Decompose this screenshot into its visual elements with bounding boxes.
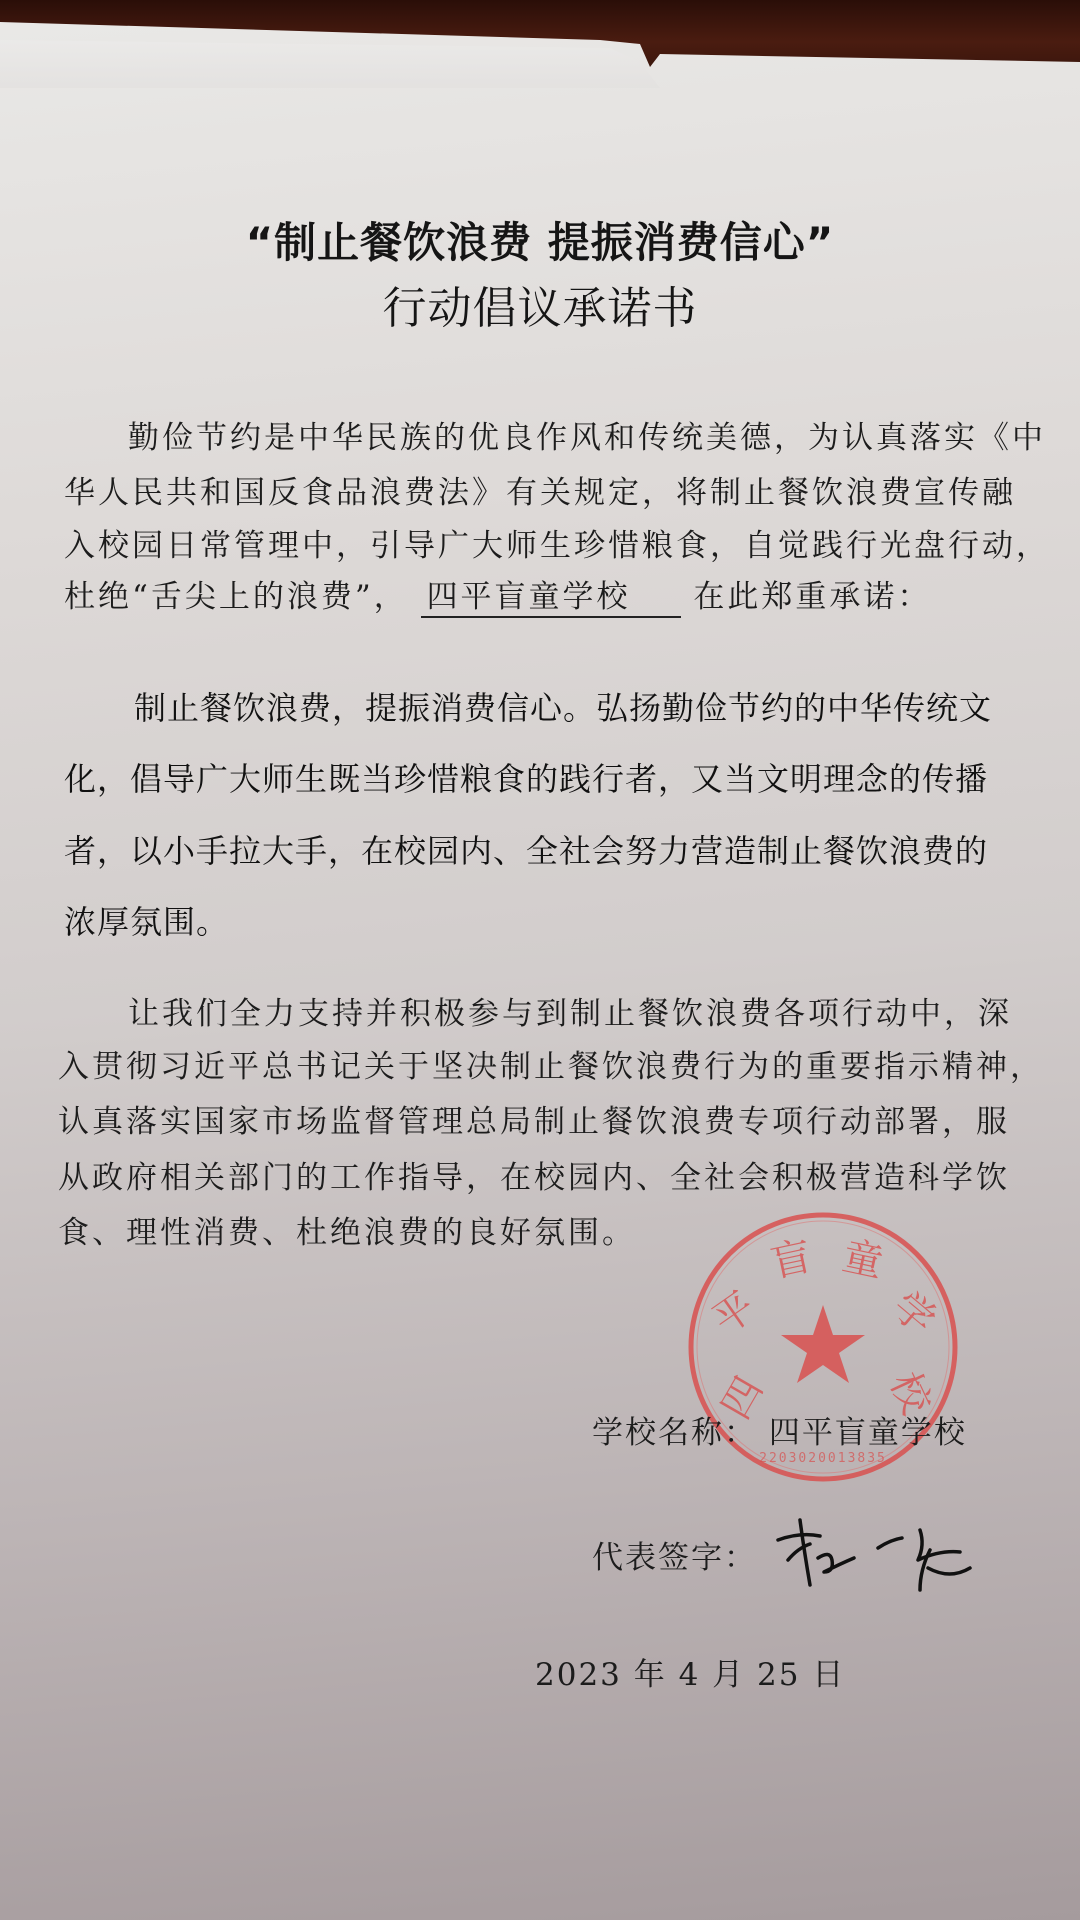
paragraph-1-line-2: 华人民共和国反食品浪费法》有关规定，将制止餐饮浪费宣传融 bbox=[64, 475, 1016, 511]
commitment-prefix: 杜绝“舌尖上的浪费”， bbox=[64, 579, 408, 615]
seal-char-4: 童 bbox=[838, 1233, 888, 1287]
document-title: “制止餐饮浪费 提振消费信心” bbox=[245, 218, 835, 267]
seal-char-2: 平 bbox=[704, 1283, 764, 1344]
paragraph-3-line-2: 入贯彻习近平总书记关于坚决制止餐饮浪费行为的重要指示精神， bbox=[58, 1049, 1044, 1085]
paragraph-3-line-3: 认真落实国家市场监督管理总局制止餐饮浪费专项行动部署，服 bbox=[58, 1104, 1010, 1140]
seal-char-5: 学 bbox=[883, 1283, 944, 1345]
seal-char-1: 四 bbox=[712, 1369, 773, 1427]
paragraph-1-line-4 bbox=[64, 571, 931, 618]
handwritten-signature-icon bbox=[770, 1510, 990, 1600]
representative-signature-label: 代表签字： bbox=[592, 1540, 757, 1576]
paragraph-1-line-1: 勤俭节约是中华民族的优良作风和传统美德，为认真落实《中 bbox=[128, 420, 1046, 456]
paragraph-2-line-1: 制止餐饮浪费，提振消费信心。弘扬勤俭节约的中华传统文 bbox=[134, 689, 993, 727]
school-name-label: 学校名称： bbox=[592, 1415, 757, 1451]
seal-char-3: 盲 bbox=[766, 1233, 816, 1287]
paragraph-3-line-1: 让我们全力支持并积极参与到制止餐饮浪费各项行动中，深 bbox=[128, 996, 1012, 1032]
paragraph-3-line-5: 食、理性消费、杜绝浪费的良好氛围。 bbox=[58, 1215, 636, 1251]
commitment-suffix: 在此郑重承诺： bbox=[693, 579, 932, 615]
paragraph-2-line-4: 浓厚氛围。 bbox=[64, 903, 230, 941]
seal-char-6: 校 bbox=[880, 1365, 940, 1422]
representative-signature-row bbox=[592, 1532, 757, 1577]
paragraph-3-line-4: 从政府相关部门的工作指导，在校园内、全社会积极营造科学饮 bbox=[58, 1160, 1010, 1196]
school-name-value: 四平盲童学校 bbox=[768, 1415, 967, 1451]
document-date: 2023 年 4 月 25 日 bbox=[535, 1657, 846, 1693]
school-name-fill-in: 四平盲童学校 bbox=[421, 571, 681, 618]
seal-code: 2203020013835 bbox=[759, 1451, 887, 1466]
document-subtitle: 行动倡议承诺书 bbox=[382, 283, 698, 334]
school-name-row bbox=[592, 1407, 967, 1452]
paragraph-1-line-3: 入校园日常管理中，引导广大师生珍惜粮食，自觉践行光盘行动， bbox=[64, 528, 1050, 564]
paragraph-2-line-2: 化，倡导广大师生既当珍惜粮食的践行者，又当文明理念的传播 bbox=[64, 760, 989, 798]
paragraph-2-line-3: 者，以小手拉大手，在校园内、全社会努力营造制止餐饮浪费的 bbox=[64, 832, 989, 870]
